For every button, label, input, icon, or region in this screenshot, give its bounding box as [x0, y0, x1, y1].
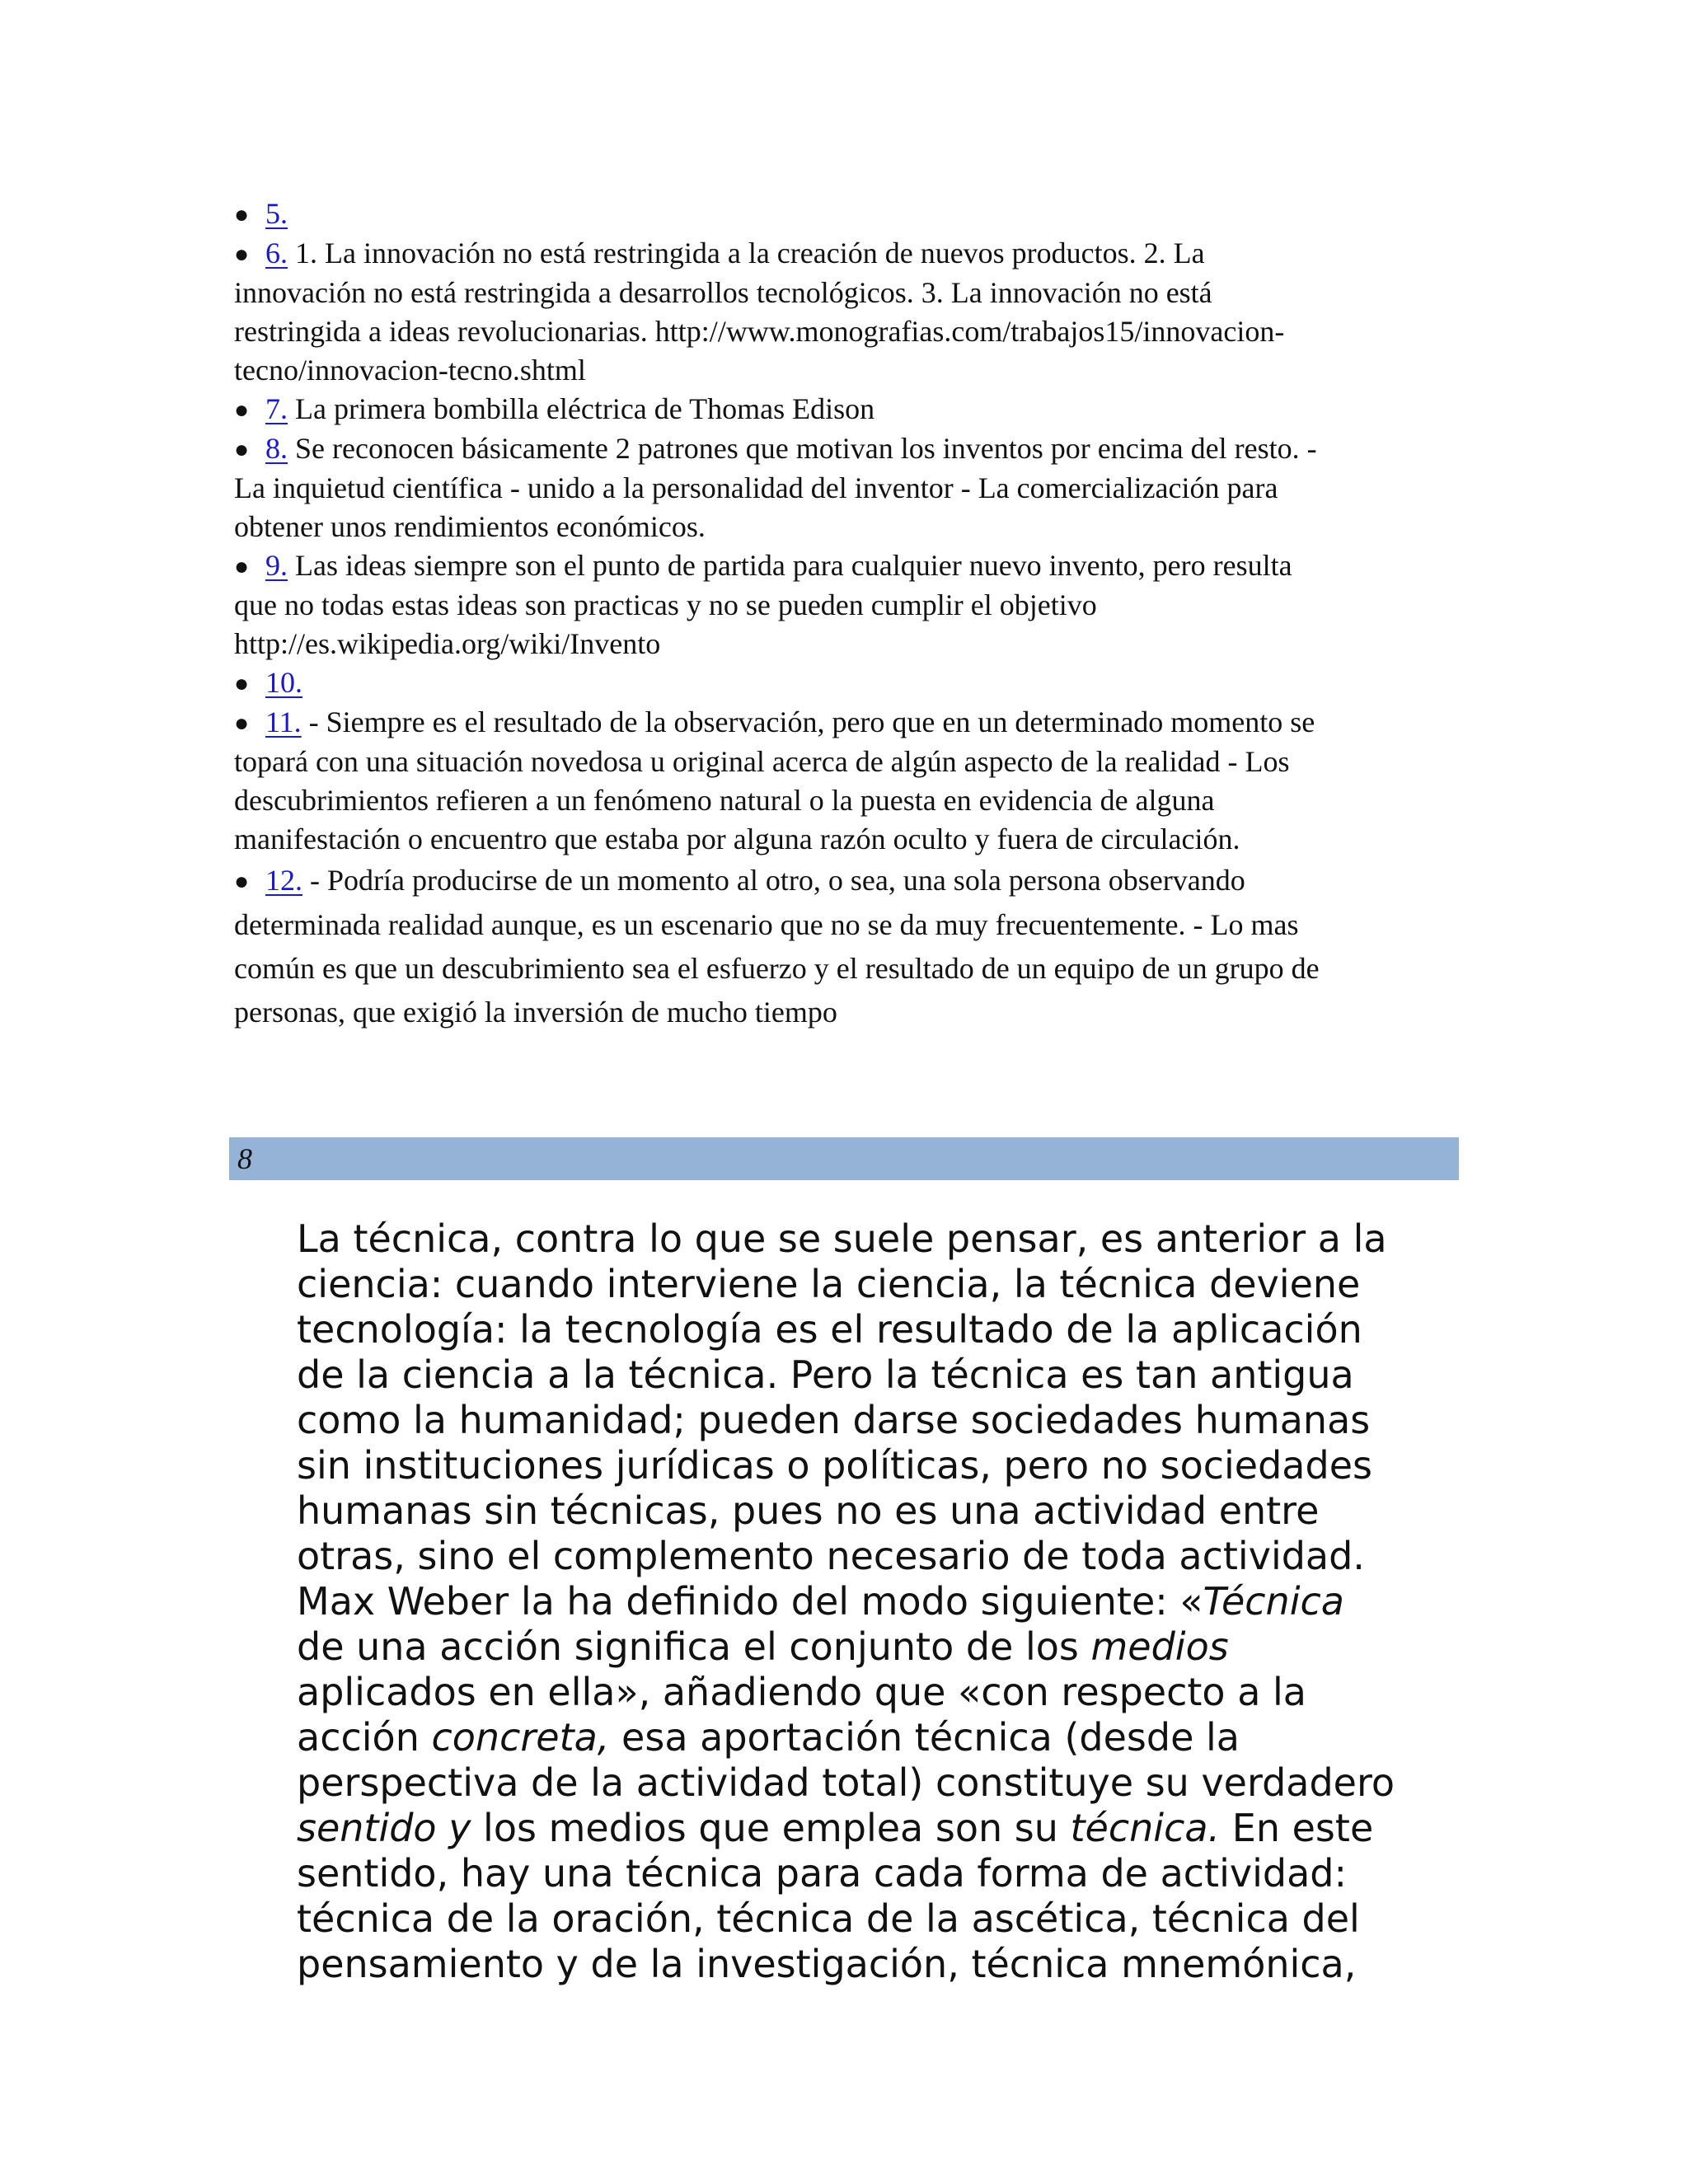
bullet-icon: ●	[234, 436, 250, 463]
item-link-5[interactable]: 5.	[265, 197, 288, 230]
item-text: determinada realidad aunque, es un escenario que no se da muy frecuentemente. - Lo mas	[234, 908, 1299, 941]
section-number: 8	[237, 1142, 252, 1175]
paragraph-line: ciencia: cuando interviene la ciencia, la técnica deviene	[297, 1262, 1361, 1306]
text-run: En este	[1220, 1806, 1374, 1850]
list-item	[234, 663, 1451, 703]
item-link-11[interactable]: 11.	[265, 705, 302, 738]
bullet-icon: ●	[234, 201, 250, 228]
item-link-8[interactable]: 8.	[265, 432, 288, 465]
item-text: Se reconocen básicamente 2 patrones que motivan los inventos por encima del resto. -	[295, 432, 1317, 465]
item-text: manifestación o encuentro que estaba por alguna razón oculto y fuera de circulación.	[234, 823, 1240, 855]
list-item	[234, 390, 1451, 429]
item-link-10[interactable]: 10.	[265, 666, 302, 699]
paragraph-line: sin instituciones jurídicas o políticas, pero no sociedades	[297, 1443, 1372, 1488]
paragraph-line: La técnica, contra lo que se suele pensar, es anterior a la	[297, 1216, 1387, 1261]
item-text: personas, que exigió la inversión de mucho tiempo	[234, 996, 837, 1029]
emphasis-run: concreta,	[431, 1715, 610, 1760]
item-text: http://es.wikipedia.org/wiki/Invento	[234, 627, 661, 660]
body-paragraph	[297, 1216, 1418, 1987]
item-text: obtener unos rendimientos económicos.	[234, 510, 706, 543]
item-text: restringida a ideas revolucionarias. http://www.monografias.com/trabajos15/innovacion-	[234, 315, 1285, 348]
item-text: que no todas estas ideas son practicas y no se pueden cumplir el objetivo	[234, 588, 1097, 621]
item-text: - Siempre es el resultado de la observación, pero que en un determinado momento se	[308, 705, 1315, 738]
bullet-icon: ●	[234, 396, 250, 424]
paragraph-line	[297, 1806, 1418, 1851]
paragraph-line: sentido, hay una técnica para cada forma de actividad:	[297, 1851, 1347, 1896]
paragraph-line	[297, 1624, 1418, 1670]
section-header-bar	[229, 1137, 1459, 1180]
item-text: 1. La innovación no está restringida a la creación de nuevos productos. 2. La	[295, 237, 1205, 269]
item-text: - Podría producirse de un momento al otro, o sea, una sola persona observando	[310, 864, 1245, 897]
text-run: acción	[297, 1715, 432, 1760]
emphasis-run: sentido y	[297, 1806, 471, 1850]
emphasis-run: Técnica	[1203, 1579, 1344, 1624]
paragraph-line: tecnología: la tecnología es el resultado de la aplicación	[297, 1307, 1362, 1352]
item-link-12[interactable]: 12.	[265, 864, 302, 897]
list-item	[234, 194, 1451, 234]
paragraph-line: técnica de la oración, técnica de la ascética, técnica del	[297, 1896, 1360, 1941]
item-link-7[interactable]: 7.	[265, 392, 288, 425]
item-text: descubrimientos refieren a un fenómeno natural o la puesta en evidencia de alguna	[234, 784, 1215, 817]
item-link-6[interactable]: 6.	[265, 237, 288, 269]
bullet-icon: ●	[234, 710, 250, 737]
paragraph-line	[297, 1579, 1418, 1624]
paragraph-line	[297, 1715, 1418, 1760]
item-text: innovación no está restringida a desarrollos tecnológicos. 3. La innovación no está	[234, 276, 1212, 309]
emphasis-run: técnica.	[1070, 1806, 1221, 1850]
paragraph-line: como la humanidad; pueden darse sociedades humanas	[297, 1398, 1371, 1442]
paragraph-line: perspectiva de la actividad total) constituye su verdadero	[297, 1760, 1395, 1805]
list-item	[234, 703, 1451, 859]
paragraph-line: otras, sino el complemento necesario de toda actividad.	[297, 1534, 1365, 1578]
emphasis-run: medios	[1090, 1624, 1229, 1669]
paragraph-line: aplicados en ella», añadiendo que «con respecto a la	[297, 1670, 1306, 1714]
bullet-icon: ●	[234, 670, 250, 697]
bullet-icon: ●	[234, 553, 250, 580]
item-text: tecno/innovacion-tecno.shtml	[234, 354, 586, 387]
numbered-link-list	[234, 194, 1451, 1034]
text-run: de una acción significa el conjunto de los	[297, 1624, 1091, 1669]
item-text: Las ideas siempre son el punto de partida para cualquier nuevo invento, pero resulta	[295, 549, 1292, 582]
list-item	[234, 546, 1451, 663]
item-text: La primera bombilla eléctrica de Thomas Edison	[295, 392, 875, 425]
list-item	[234, 429, 1451, 546]
item-text: común es que un descubrimiento sea el esfuerzo y el resultado de un equipo de un grupo de	[234, 952, 1320, 985]
paragraph-line: pensamiento y de la investigación, técnica mnemónica,	[297, 1942, 1357, 1986]
text-run: esa aportación técnica (desde la	[609, 1715, 1240, 1760]
list-item	[234, 859, 1451, 1034]
paragraph-line: de la ciencia a la técnica. Pero la técnica es tan antigua	[297, 1352, 1354, 1397]
paragraph-line: humanas sin técnicas, pues no es una actividad entre	[297, 1488, 1320, 1533]
item-text: La inquietud científica - unido a la personalidad del inventor - La comercialización para	[234, 471, 1278, 504]
text-run: Max Weber la ha definido del modo siguiente: «	[297, 1579, 1203, 1624]
text-run: los medios que emplea son su	[471, 1806, 1071, 1850]
bullet-icon: ●	[234, 241, 250, 268]
bullet-icon: ●	[234, 868, 250, 895]
item-text: topará con una situación novedosa u original acerca de algún aspecto de la realidad - Los	[234, 745, 1290, 778]
list-item	[234, 234, 1451, 390]
item-link-9[interactable]: 9.	[265, 549, 288, 582]
